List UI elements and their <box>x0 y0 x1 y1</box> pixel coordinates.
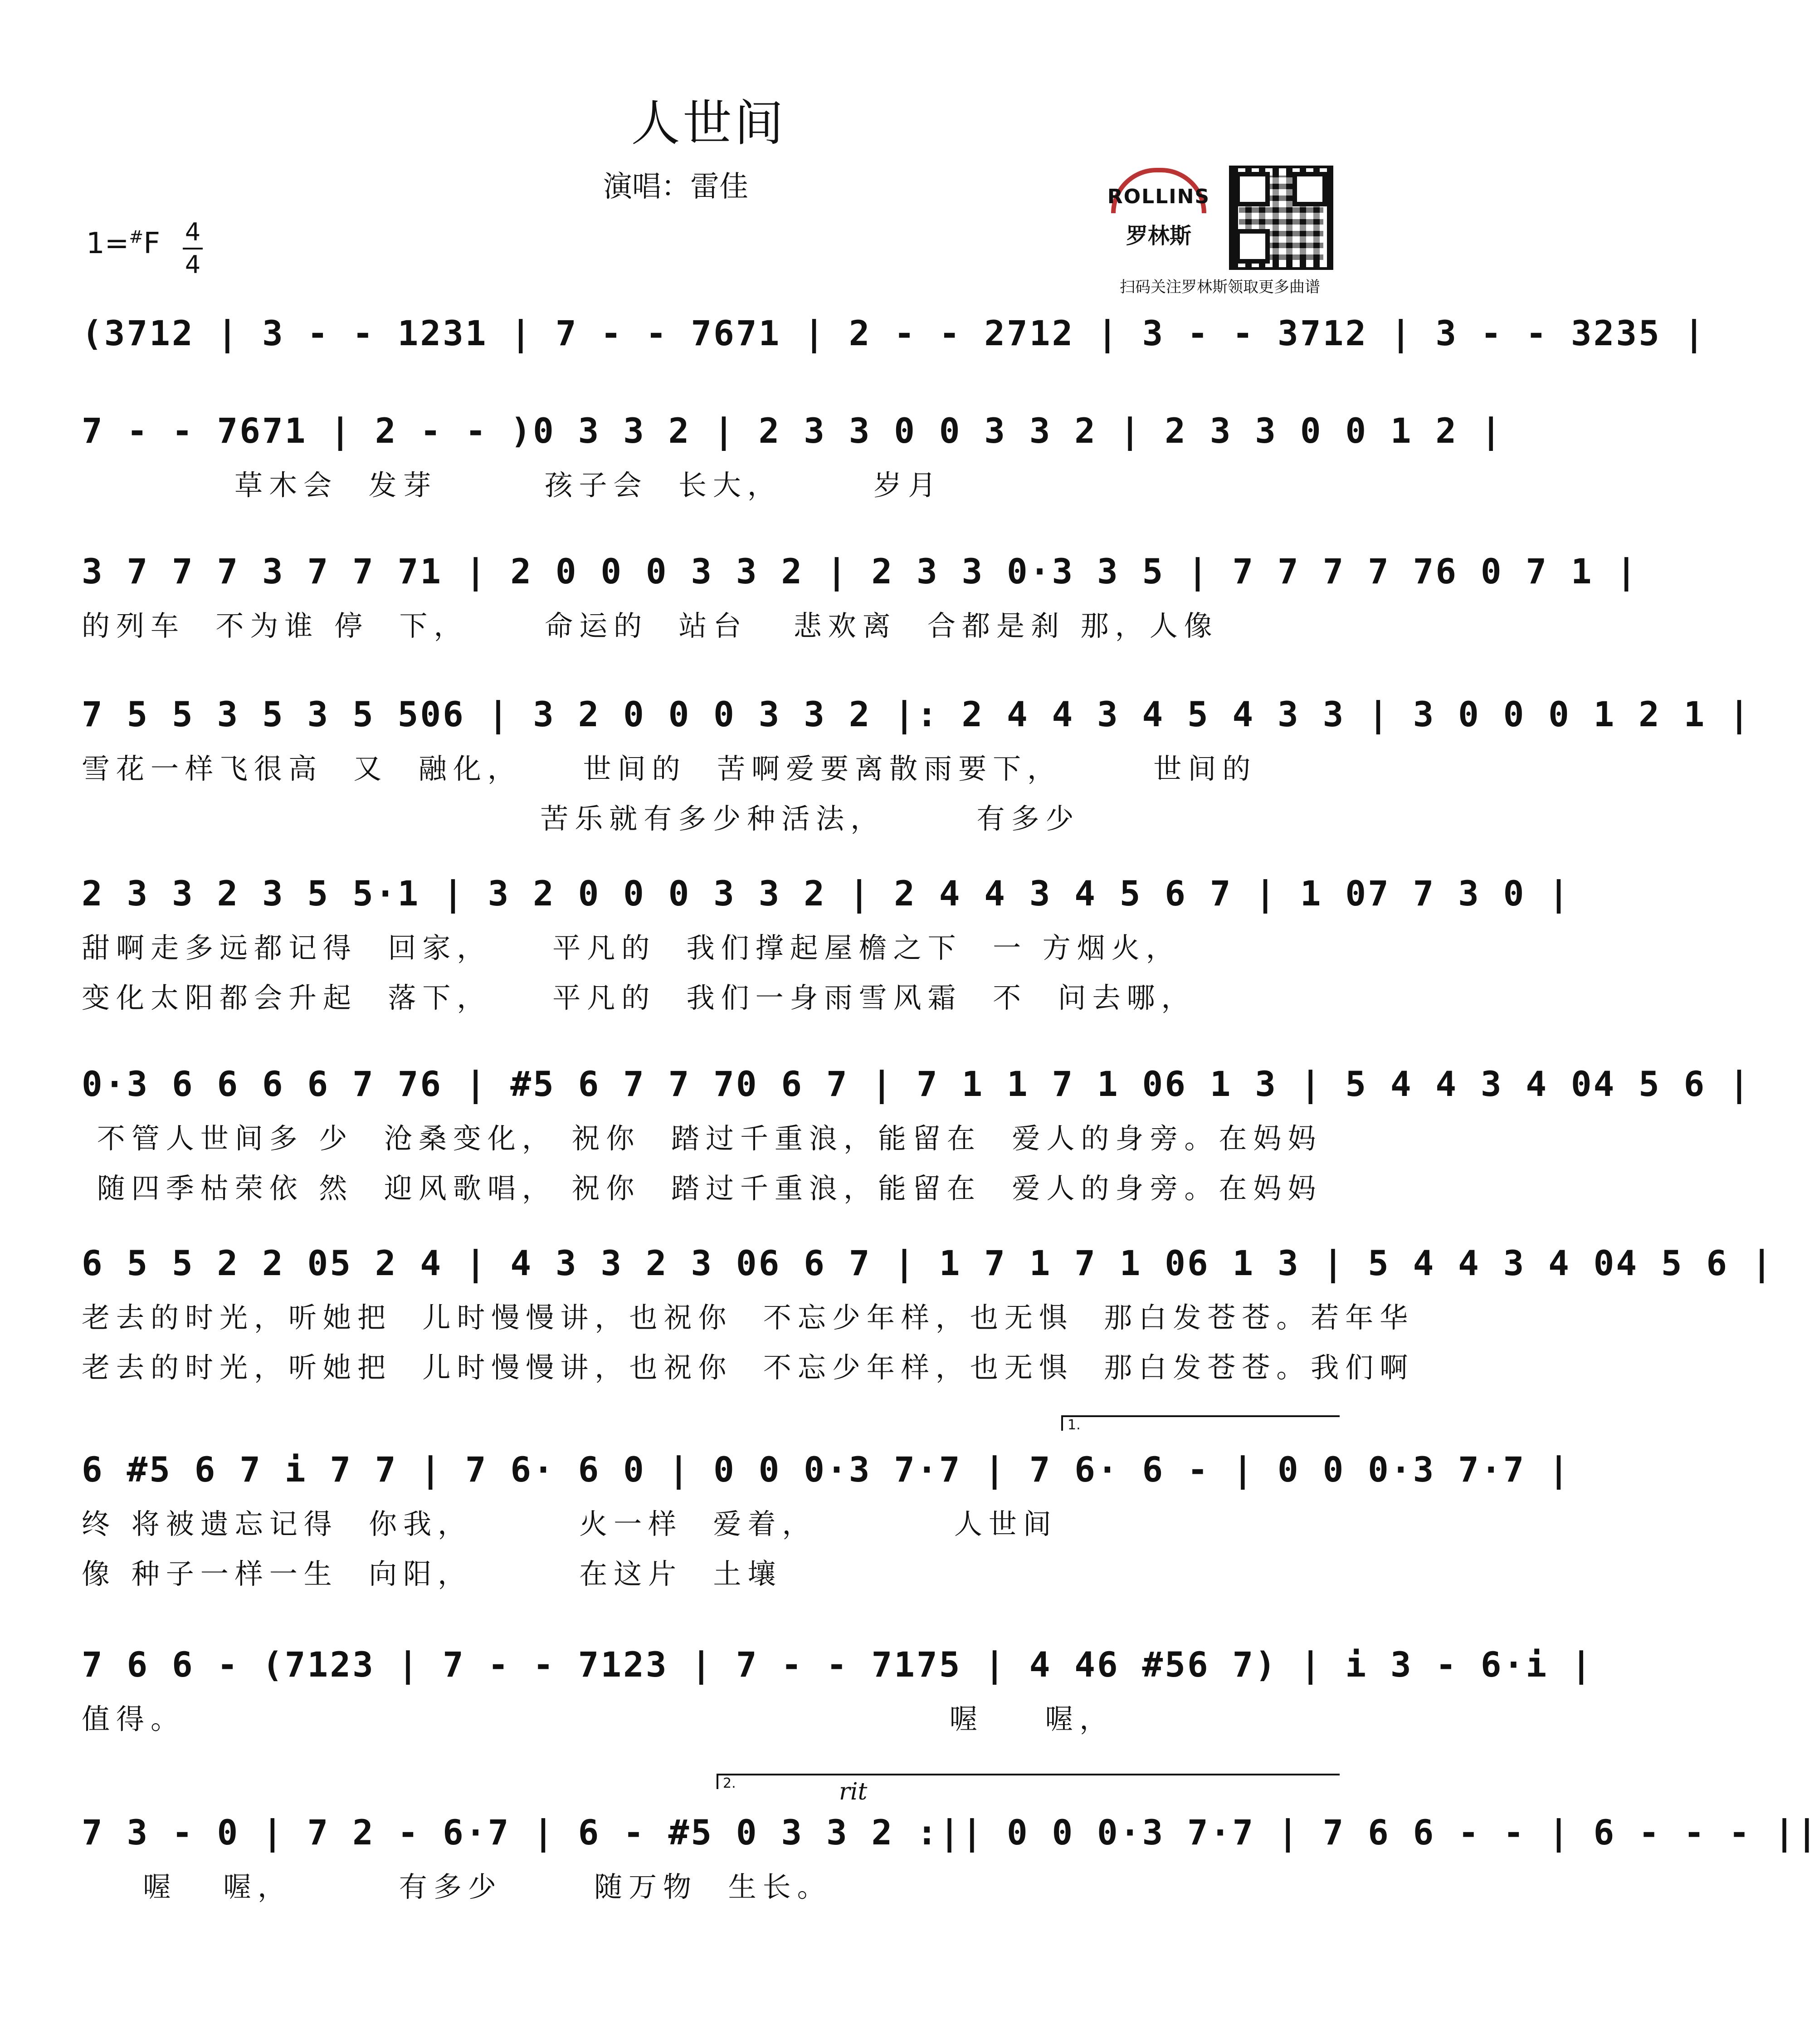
lyric-line-7b: 老去的时光，听她把 儿时慢慢讲，也祝你 不忘少年样，也无惧 那白发苍苍。我们啊 <box>82 1351 1414 1384</box>
music-line-5: 2 3 3 2 3 5 5·1 | 3 2 0 0 0 3 3 2 | 2 4 4 3 4 5 6 7 | 1 07 7 3 0 | <box>82 873 1571 914</box>
lyric-line-6a: 不管人世间多 少 沧桑变化， 祝你 踏过千重浪，能留在 爱人的身旁。在妈妈 <box>82 1122 1322 1155</box>
time-divider <box>183 248 203 249</box>
lyric-line-6b: 随四季枯荣依 然 迎风歌唱， 祝你 踏过千重浪，能留在 爱人的身旁。在妈妈 <box>82 1172 1322 1205</box>
music-line-7: 6 5 5 2 2 05 2 4 | 4 3 3 2 3 06 6 7 | 1 7 1 7 1 06 1 3 | 5 4 4 3 4 04 5 6 | <box>82 1243 1774 1283</box>
qr-corner <box>1292 172 1327 206</box>
qr-code-icon[interactable] <box>1229 166 1333 270</box>
music-line-6: 0·3 6 6 6 6 7 76 | #5 6 7 7 70 6 7 | 7 1 1 7 1 06 1 3 | 5 4 4 3 4 04 5 6 | <box>82 1064 1751 1104</box>
qr-corner <box>1235 172 1270 206</box>
logo-brand: ROLLINS <box>1107 185 1210 208</box>
sharp-sign: # <box>129 227 144 247</box>
lyric-line-8b: 像 种子一样一生 向阳， 在这片 土壤 <box>82 1557 782 1590</box>
key-signature <box>86 227 160 260</box>
lyric-line-7a: 老去的时光，听她把 儿时慢慢讲，也祝你 不忘少年样，也无惧 那白发苍苍。若年华 <box>82 1301 1414 1334</box>
music-line-4: 7 5 5 3 5 3 5 506 | 3 2 0 0 0 3 3 2 |: 2 4 4 3 4 5 4 3 3 | 3 0 0 0 1 2 1 | <box>82 694 1751 734</box>
music-line-3: 3 7 7 7 3 7 7 71 | 2 0 0 0 3 3 2 | 2 3 3 0·3 3 5 | 7 7 7 7 76 0 7 1 | <box>82 551 1639 592</box>
lyric-line-3a: 的列车 不为谁 停 下， 命运的 站台 悲欢离 合都是刹 那，人像 <box>82 609 1219 642</box>
logo-cn: 罗林斯 <box>1126 223 1191 249</box>
rollins-logo <box>1093 163 1224 249</box>
lyric-line-5a: 甜啊走多远都记得 回家， 平凡的 我们撑起屋檐之下 一 方烟火， <box>82 931 1180 964</box>
key-note: F <box>143 227 160 260</box>
key-prefix: 1= <box>86 227 129 260</box>
song-title: 人世间 <box>631 95 786 152</box>
lyric-line-8a: 终 将被遗忘记得 你我， 火一样 爱着， 人世间 <box>82 1507 1058 1540</box>
time-bottom: 4 <box>185 250 201 279</box>
music-line-9: 7 6 6 - (7123 | 7 - - 7123 | 7 - - 7175 | 4 46 #56 7) | i 3 - 6·i | <box>82 1644 1594 1685</box>
music-line-1: (3712 | 3 - - 1231 | 7 - - 7671 | 2 - - 2712 | 3 - - 3712 | 3 - - 3235 | <box>82 313 1707 353</box>
lyric-line-5b: 变化太阳都会升起 落下， 平凡的 我们一身雨雪风霜 不 问去哪， <box>82 981 1196 1014</box>
time-signature <box>181 219 204 279</box>
qr-caption: 扫码关注罗林斯领取更多曲谱 <box>1120 278 1320 296</box>
volta-1: 1. <box>1061 1415 1340 1431</box>
lyric-line-9a: 值得。 喔 喔， <box>82 1702 1114 1736</box>
lyric-line-4a: 雪花一样飞很高 又 融化， 世间的 苦啊爱要离散雨要下， 世间的 <box>82 752 1257 785</box>
singer-credit: 演唱：雷佳 <box>603 170 748 204</box>
ritardando-mark: rit <box>839 1778 868 1805</box>
music-line-8: 6 #5 6 7 i 7 7 | 7 6· 6 0 | 0 0 0·3 7·7 | 7 6· 6 - | 0 0 0·3 7·7 | <box>82 1449 1571 1490</box>
time-top: 4 <box>185 218 201 246</box>
qr-corner <box>1235 229 1270 264</box>
music-line-2: 7 - - 7671 | 2 - - )0 3 3 2 | 2 3 3 0 0 3 3 2 | 2 3 3 0 0 1 2 | <box>82 411 1503 451</box>
lyric-line-4b: 苦乐就有多少种活法， 有多少 <box>82 802 1080 835</box>
music-line-10: 7 3 - 0 | 7 2 - 6·7 | 6 - #5 0 3 3 2 :|| 0 0 0·3 7·7 | 7 6 6 - - | 6 - - - || <box>82 1812 1819 1853</box>
lyric-line-10a: 喔 喔， 有多少 随万物 生长。 <box>82 1870 832 1903</box>
lyric-line-2a: 草木会 发芽 孩子会 长大， 岁月 <box>82 469 943 502</box>
volta-2: 2. <box>717 1774 1340 1789</box>
